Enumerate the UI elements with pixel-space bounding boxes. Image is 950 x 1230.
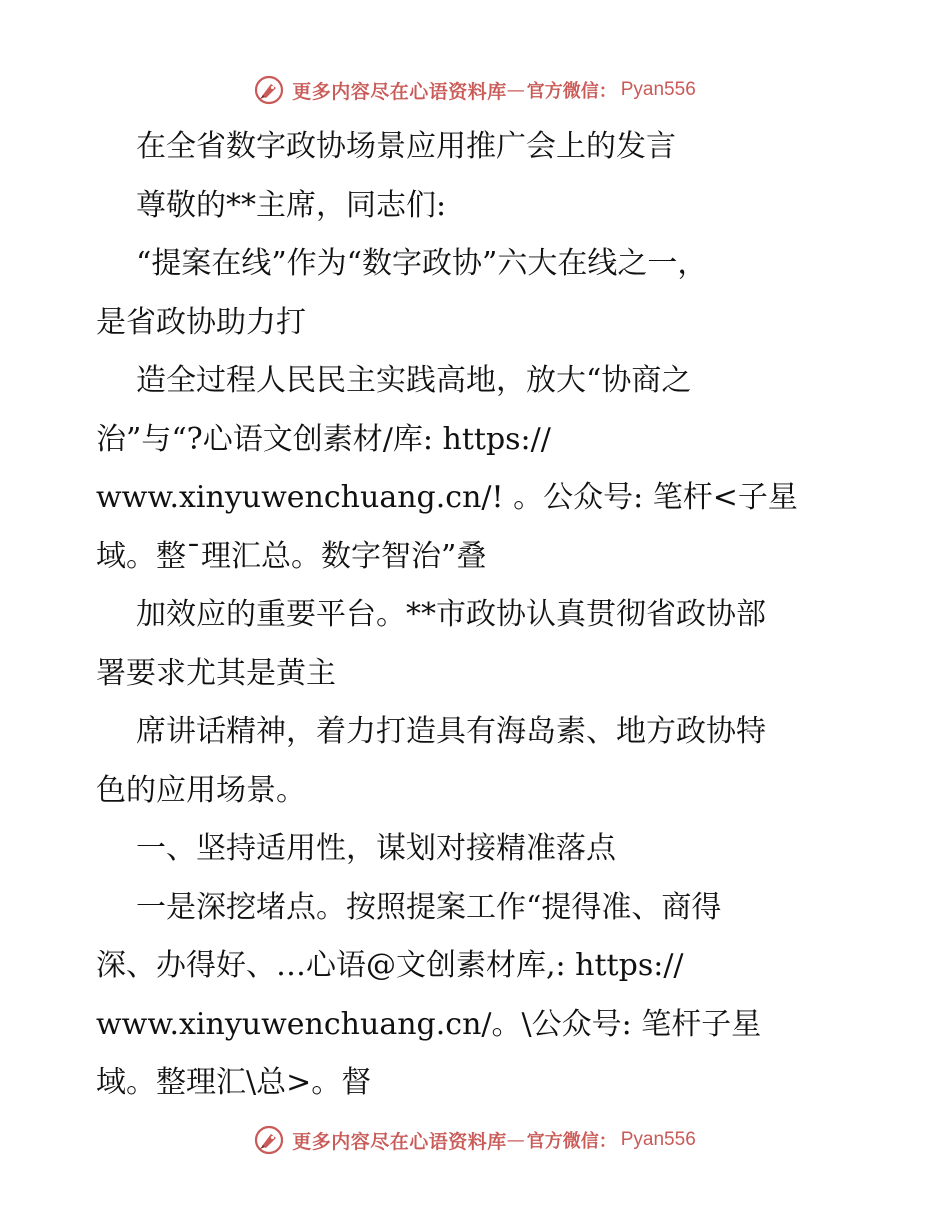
paragraph-line: 一、坚持适用性，谋划对接精准落点 — [136, 831, 616, 866]
paragraph-line: 加效应的重要平台。**市政协认真贯彻省政协部 — [136, 597, 766, 632]
paragraph-line: 署要求尤其是黄主 — [96, 655, 336, 691]
paragraph-line: 域。整理汇\总>。督 — [96, 1065, 372, 1100]
paragraph-line: www.xinyuwenchuang.cn/。\公众号: 笔杆子星 — [96, 1006, 762, 1042]
paragraph-line: 尊敬的**主席，同志们: — [136, 187, 447, 223]
banner-wechat-label: 官方微信： — [526, 81, 617, 102]
paragraph-line: 深、办得好、…心语@文创素材库,: https:// — [96, 948, 684, 983]
banner-slogan: 更多内容尽在心语资料库 — [292, 1130, 507, 1153]
paragraph-line: 一是深挖堵点。按照提案工作“提得准、商得 — [136, 889, 722, 925]
banner-wechat-label: 官方微信： — [526, 1131, 617, 1152]
banner-slogan: 更多内容尽在心语资料库 — [292, 80, 507, 103]
banner-dash: — — [506, 79, 525, 101]
paragraph-line: 席讲话精神，着力打造具有海岛素、地方政协特 — [136, 714, 766, 749]
paragraph-line: 治”与“?心语文创素材/库: https:// — [96, 421, 551, 457]
pen-nib-logo-icon — [254, 1125, 284, 1155]
paragraph-line: 域。整¯理汇总。数字智治”叠 — [96, 538, 487, 574]
banner-wechat-id: Pyan556 — [620, 1129, 696, 1150]
paragraph-line: 是省政协助力打 — [96, 304, 306, 340]
document-lines — [96, 177, 866, 1113]
banner-wechat-id: Pyan556 — [620, 79, 696, 100]
document-title: 在全省数字政协场景应用推广会上的发言 — [136, 129, 676, 164]
paragraph-line: “提案在线”作为“数字政协”六大在线之一， — [136, 246, 708, 281]
paragraph-line: 色的应用场景。 — [96, 772, 306, 808]
header-watermark-banner — [0, 70, 950, 110]
document-body — [96, 118, 866, 1113]
pen-nib-logo-icon — [254, 75, 284, 105]
footer-watermark-banner — [0, 1120, 950, 1160]
paragraph-line: www.xinyuwenchuang.cn/! 。公众号: 笔杆<子星 — [96, 480, 798, 515]
banner-dash: — — [506, 1129, 525, 1151]
paragraph-line: 造全过程人民民主实践高地，放大“协商之 — [136, 363, 692, 398]
